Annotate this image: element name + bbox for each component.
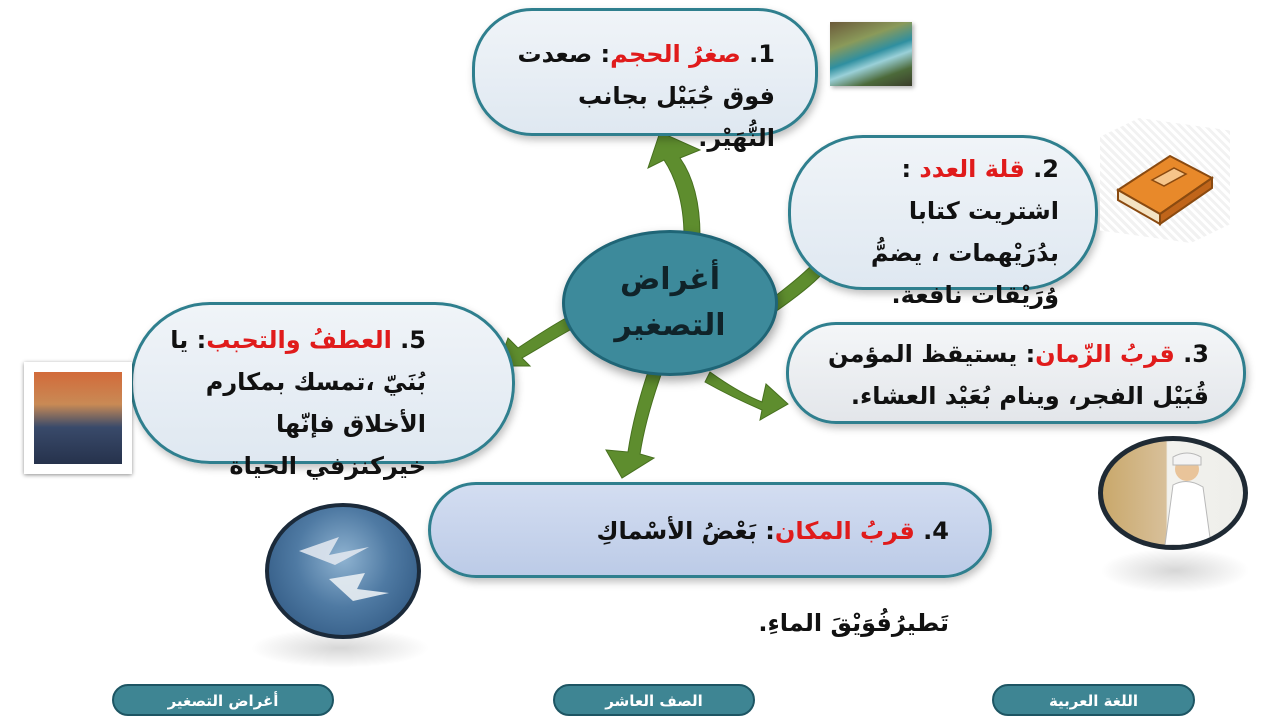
item-1-number: 1.	[749, 40, 775, 68]
item-3-bubble	[786, 322, 1246, 424]
river-image	[830, 22, 912, 86]
person-icon	[1103, 441, 1243, 545]
center-topic	[562, 230, 778, 376]
item-5-label: العطفُ والتحبب	[206, 326, 392, 354]
item-2-separator: :	[901, 155, 920, 183]
book-image	[1100, 118, 1230, 243]
item-5-bubble	[130, 302, 515, 480]
item-2-bubble	[788, 135, 1098, 309]
arrow-to-item-3	[705, 372, 788, 420]
footer-topic-button[interactable]: أغراض التصغير	[112, 684, 334, 716]
item-2-text: اشتريت كتابا بدُرَيْهمات ، يضمُّ وُرَيْقات نافعة.	[870, 197, 1059, 309]
item-4-number: 4.	[923, 517, 949, 545]
item-5-number: 5.	[400, 326, 426, 354]
praying-man-image	[1098, 436, 1248, 550]
item-4-text: بَعْضُ الأسْماكِ تَطيرُفُوَيْقَ الماءِ.	[596, 517, 949, 637]
footer-subject-button[interactable]: اللغة العربية	[992, 684, 1195, 716]
item-2-number: 2.	[1033, 155, 1059, 183]
item-4-label: قربُ المكان	[774, 517, 915, 545]
item-5-separator: :	[188, 326, 207, 354]
center-topic-text	[595, 257, 745, 349]
item-4-separator: :	[756, 517, 775, 545]
arrow-to-item-1	[648, 132, 700, 236]
item-5-text: يا بُنَيّ ،تمسك بمكارم الأخلاق فإنّها خيركنزفي الحياة	[170, 326, 426, 480]
item-3-number: 3.	[1183, 340, 1209, 368]
center-line-1: أغراض	[619, 262, 721, 297]
center-line-2: التصغير	[614, 308, 726, 343]
item-3-text: يستيقظ المؤمن قُبَيْل الفجر، وينام بُعَيْد العشاء.	[828, 340, 1209, 410]
item-3-label: قربُ الزّمان	[1035, 340, 1175, 368]
child-photo	[24, 362, 132, 474]
item-1-text: صعدت فوق جُبَيْل بجانب النُّهَيْر.	[517, 40, 775, 152]
fish-icon	[269, 507, 417, 635]
item-1-separator: :	[592, 40, 611, 68]
item-1-label: صغرُ الحجم	[610, 40, 741, 68]
child-photo-inner	[34, 372, 122, 464]
item-2-label: قلة العدد	[919, 155, 1025, 183]
item-4-bubble	[428, 482, 992, 637]
flying-fish-image	[265, 503, 421, 639]
footer-grade-button[interactable]: الصف العاشر	[553, 684, 755, 716]
arrow-to-item-4	[606, 366, 662, 478]
item-3-separator: :	[1017, 340, 1036, 368]
item-1-bubble	[472, 8, 818, 152]
man-shadow	[1100, 548, 1250, 593]
book-icon	[1100, 118, 1230, 243]
